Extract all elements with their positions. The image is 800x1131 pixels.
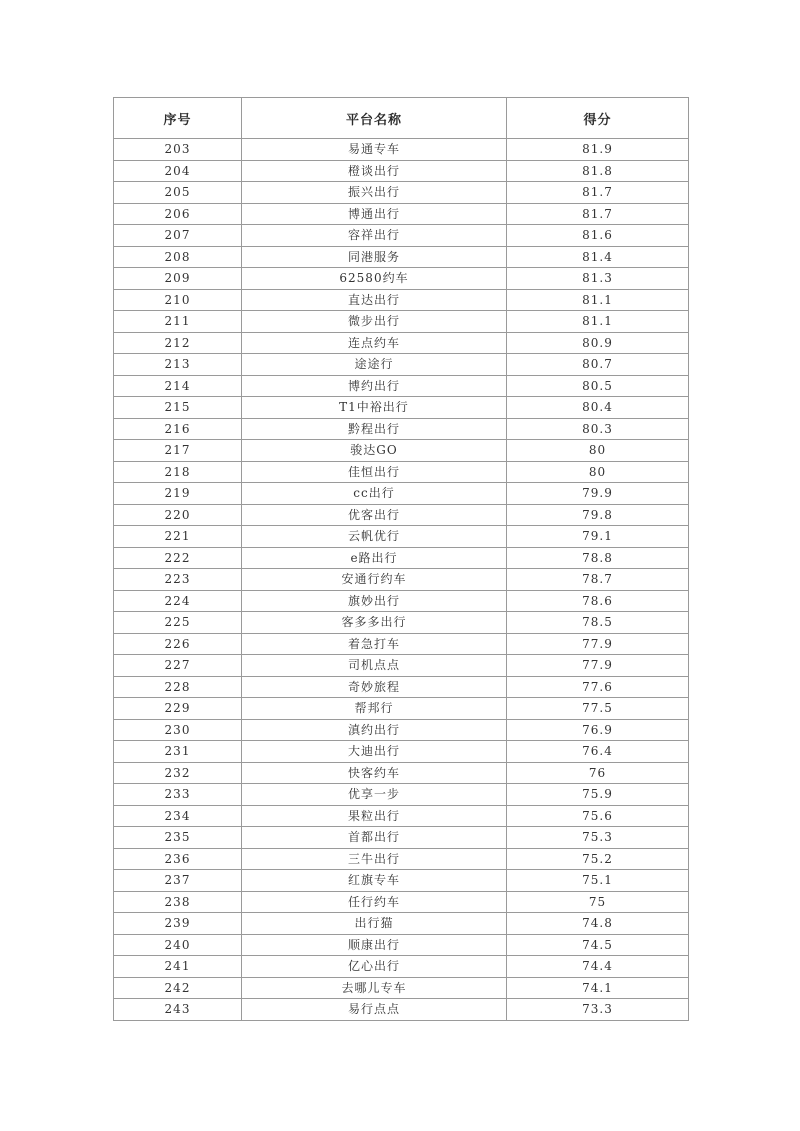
table-row (114, 762, 689, 784)
row-index-cell: 219 (114, 483, 242, 505)
row-score-cell: 77.9 (507, 633, 689, 655)
table-row (114, 870, 689, 892)
table-row (114, 354, 689, 376)
row-platform-name-cell: 顺康出行 (242, 934, 507, 956)
table-row (114, 203, 689, 225)
row-index-cell: 217 (114, 440, 242, 462)
table-row (114, 182, 689, 204)
table-row (114, 741, 689, 763)
row-index-cell: 211 (114, 311, 242, 333)
row-score-cell: 75.6 (507, 805, 689, 827)
table-row (114, 569, 689, 591)
table-row (114, 461, 689, 483)
table-header-row (114, 98, 689, 139)
row-score-cell: 81.8 (507, 160, 689, 182)
row-platform-name-cell: 客多多出行 (242, 612, 507, 634)
row-score-cell: 74.1 (507, 977, 689, 999)
table-row (114, 547, 689, 569)
row-index-cell: 203 (114, 139, 242, 161)
table-row (114, 504, 689, 526)
row-score-cell: 73.3 (507, 999, 689, 1021)
row-index-cell: 229 (114, 698, 242, 720)
row-score-cell: 79.9 (507, 483, 689, 505)
row-platform-name-cell: 橙谈出行 (242, 160, 507, 182)
row-index-cell: 226 (114, 633, 242, 655)
row-score-cell: 79.8 (507, 504, 689, 526)
row-index-cell: 224 (114, 590, 242, 612)
row-platform-name-cell: 62580约车 (242, 268, 507, 290)
row-index-cell: 233 (114, 784, 242, 806)
row-score-cell: 74.4 (507, 956, 689, 978)
row-index-cell: 210 (114, 289, 242, 311)
table-row (114, 934, 689, 956)
row-score-cell: 80.5 (507, 375, 689, 397)
row-platform-name-cell: e路出行 (242, 547, 507, 569)
row-index-cell: 240 (114, 934, 242, 956)
row-score-cell: 78.5 (507, 612, 689, 634)
row-platform-name-cell: 着急打车 (242, 633, 507, 655)
row-platform-name-cell: 滇约出行 (242, 719, 507, 741)
table-row (114, 289, 689, 311)
row-platform-name-cell: 司机点点 (242, 655, 507, 677)
row-platform-name-cell: 去哪儿专车 (242, 977, 507, 999)
row-score-cell: 81.7 (507, 182, 689, 204)
table-row (114, 311, 689, 333)
row-index-cell: 207 (114, 225, 242, 247)
row-score-cell: 81.7 (507, 203, 689, 225)
table-row (114, 655, 689, 677)
row-index-cell: 215 (114, 397, 242, 419)
row-platform-name-cell: 优享一步 (242, 784, 507, 806)
row-index-cell: 204 (114, 160, 242, 182)
row-index-cell: 231 (114, 741, 242, 763)
table-row (114, 633, 689, 655)
row-score-cell: 80.9 (507, 332, 689, 354)
row-platform-name-cell: 旗妙出行 (242, 590, 507, 612)
table-row (114, 784, 689, 806)
table-row (114, 440, 689, 462)
row-platform-name-cell: 佳恒出行 (242, 461, 507, 483)
row-score-cell: 76.4 (507, 741, 689, 763)
table-row (114, 225, 689, 247)
row-platform-name-cell: 途途行 (242, 354, 507, 376)
row-platform-name-cell: 奇妙旅程 (242, 676, 507, 698)
row-index-cell: 237 (114, 870, 242, 892)
table-row (114, 139, 689, 161)
row-score-cell: 80.4 (507, 397, 689, 419)
table-row (114, 999, 689, 1021)
row-platform-name-cell: 首都出行 (242, 827, 507, 849)
row-platform-name-cell: 易通专车 (242, 139, 507, 161)
row-index-cell: 242 (114, 977, 242, 999)
row-platform-name-cell: 容祥出行 (242, 225, 507, 247)
table-body (114, 139, 689, 1021)
row-score-cell: 80.3 (507, 418, 689, 440)
row-score-cell: 75.9 (507, 784, 689, 806)
row-index-cell: 214 (114, 375, 242, 397)
row-index-cell: 218 (114, 461, 242, 483)
row-score-cell: 81.1 (507, 311, 689, 333)
table-row (114, 805, 689, 827)
row-index-cell: 220 (114, 504, 242, 526)
row-score-cell: 78.7 (507, 569, 689, 591)
row-index-cell: 223 (114, 569, 242, 591)
row-platform-name-cell: T1中裕出行 (242, 397, 507, 419)
row-index-cell: 241 (114, 956, 242, 978)
row-platform-name-cell: 优客出行 (242, 504, 507, 526)
row-index-cell: 227 (114, 655, 242, 677)
row-platform-name-cell: 振兴出行 (242, 182, 507, 204)
row-index-cell: 209 (114, 268, 242, 290)
table-row (114, 268, 689, 290)
row-score-cell: 74.8 (507, 913, 689, 935)
row-platform-name-cell: 任行约车 (242, 891, 507, 913)
row-index-cell: 236 (114, 848, 242, 870)
row-score-cell: 80 (507, 440, 689, 462)
row-platform-name-cell: 骏达GO (242, 440, 507, 462)
table-row (114, 676, 689, 698)
row-score-cell: 77.6 (507, 676, 689, 698)
row-index-cell: 206 (114, 203, 242, 225)
row-index-cell: 213 (114, 354, 242, 376)
row-score-cell: 75.2 (507, 848, 689, 870)
row-score-cell: 81.9 (507, 139, 689, 161)
row-score-cell: 81.6 (507, 225, 689, 247)
table-row (114, 612, 689, 634)
row-platform-name-cell: 微步出行 (242, 311, 507, 333)
header-index: 序号 (114, 98, 242, 139)
platform-score-table (113, 97, 689, 1021)
row-platform-name-cell: 云帆优行 (242, 526, 507, 548)
row-score-cell: 81.4 (507, 246, 689, 268)
table-row (114, 246, 689, 268)
table-row (114, 160, 689, 182)
row-score-cell: 79.1 (507, 526, 689, 548)
row-index-cell: 205 (114, 182, 242, 204)
row-index-cell: 235 (114, 827, 242, 849)
row-platform-name-cell: 红旗专车 (242, 870, 507, 892)
row-platform-name-cell: 出行猫 (242, 913, 507, 935)
row-score-cell: 74.5 (507, 934, 689, 956)
row-score-cell: 75.1 (507, 870, 689, 892)
row-platform-name-cell: 大迪出行 (242, 741, 507, 763)
row-index-cell: 243 (114, 999, 242, 1021)
row-score-cell: 80 (507, 461, 689, 483)
table-row (114, 483, 689, 505)
table-row (114, 332, 689, 354)
row-score-cell: 77.5 (507, 698, 689, 720)
row-platform-name-cell: 安通行约车 (242, 569, 507, 591)
row-platform-name-cell: 易行点点 (242, 999, 507, 1021)
row-score-cell: 78.6 (507, 590, 689, 612)
row-platform-name-cell: 果粒出行 (242, 805, 507, 827)
table-row (114, 418, 689, 440)
table-row (114, 590, 689, 612)
row-platform-name-cell: 直达出行 (242, 289, 507, 311)
row-index-cell: 232 (114, 762, 242, 784)
row-score-cell: 81.3 (507, 268, 689, 290)
row-index-cell: 238 (114, 891, 242, 913)
row-index-cell: 212 (114, 332, 242, 354)
row-index-cell: 234 (114, 805, 242, 827)
row-score-cell: 81.1 (507, 289, 689, 311)
row-platform-name-cell: 连点约车 (242, 332, 507, 354)
table-row (114, 891, 689, 913)
table-row (114, 913, 689, 935)
row-score-cell: 76 (507, 762, 689, 784)
row-platform-name-cell: 快客约车 (242, 762, 507, 784)
row-index-cell: 228 (114, 676, 242, 698)
table-row (114, 719, 689, 741)
row-index-cell: 230 (114, 719, 242, 741)
header-platform-name: 平台名称 (242, 98, 507, 139)
row-index-cell: 208 (114, 246, 242, 268)
row-score-cell: 78.8 (507, 547, 689, 569)
row-platform-name-cell: 博通出行 (242, 203, 507, 225)
table-row (114, 698, 689, 720)
row-index-cell: 221 (114, 526, 242, 548)
row-platform-name-cell: 帮邦行 (242, 698, 507, 720)
row-platform-name-cell: 博约出行 (242, 375, 507, 397)
header-score: 得分 (507, 98, 689, 139)
row-platform-name-cell: 黔程出行 (242, 418, 507, 440)
row-platform-name-cell: cc出行 (242, 483, 507, 505)
table-row (114, 848, 689, 870)
table-row (114, 375, 689, 397)
row-platform-name-cell: 亿心出行 (242, 956, 507, 978)
table-row (114, 956, 689, 978)
row-score-cell: 76.9 (507, 719, 689, 741)
table-row (114, 397, 689, 419)
table-row (114, 827, 689, 849)
row-platform-name-cell: 同港服务 (242, 246, 507, 268)
row-index-cell: 225 (114, 612, 242, 634)
row-index-cell: 239 (114, 913, 242, 935)
table-row (114, 526, 689, 548)
row-index-cell: 216 (114, 418, 242, 440)
row-score-cell: 80.7 (507, 354, 689, 376)
table-row (114, 977, 689, 999)
row-platform-name-cell: 三牛出行 (242, 848, 507, 870)
row-index-cell: 222 (114, 547, 242, 569)
row-score-cell: 77.9 (507, 655, 689, 677)
row-score-cell: 75 (507, 891, 689, 913)
row-score-cell: 75.3 (507, 827, 689, 849)
